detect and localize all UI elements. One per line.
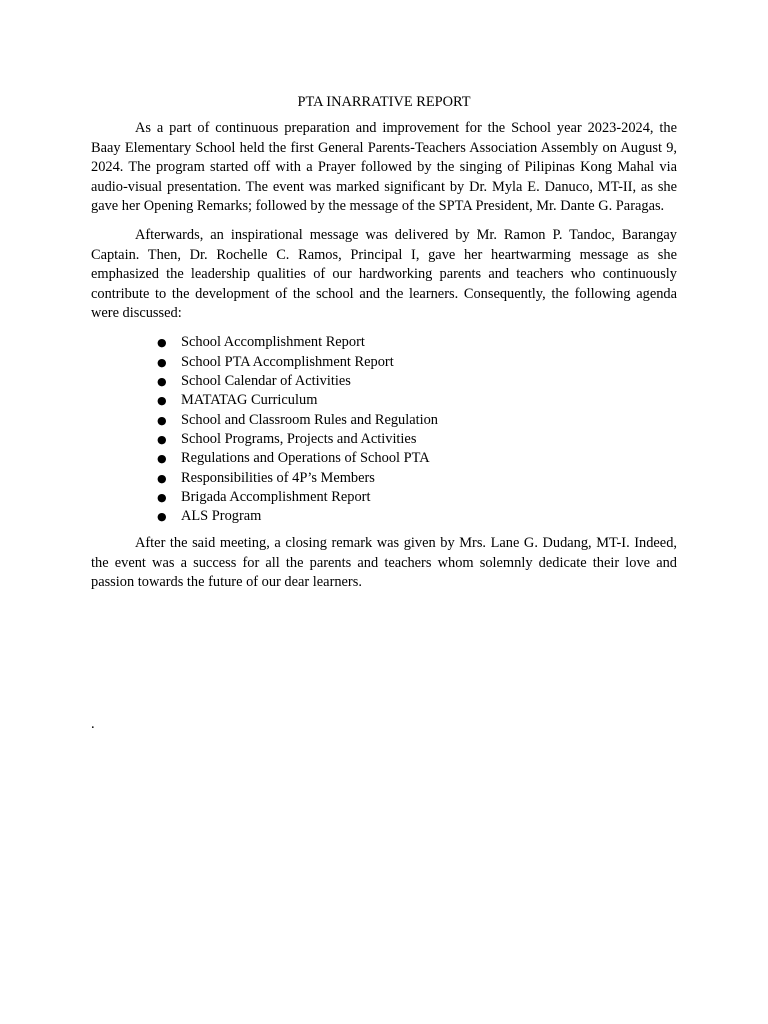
agenda-item [157, 372, 677, 391]
agenda-list [91, 333, 677, 526]
bullet-icon: ● [157, 394, 167, 408]
agenda-item [157, 488, 677, 507]
agenda-item [157, 507, 677, 526]
agenda-item-label: School Calendar of Activities [181, 373, 351, 390]
agenda-item [157, 430, 677, 449]
bullet-icon: ● [157, 413, 167, 427]
agenda-item-label: Regulations and Operations of School PTA [181, 450, 430, 467]
agenda-item [157, 333, 677, 352]
agenda-item-label: School Accomplishment Report [181, 334, 365, 351]
bullet-icon: ● [157, 336, 167, 350]
agenda-item-label: School PTA Accomplishment Report [181, 353, 394, 370]
paragraph-closing: After the said meeting, a closing remark was given by Mrs. Lane G. Dudang, MT-I. Indeed, the event was a success for all the parents and teachers whom solemnly dedicate their love and passion towards the future of our dear learners. [91, 535, 677, 591]
bullet-icon: ● [157, 375, 167, 389]
agenda-item-label: MATATAG Curriculum [181, 392, 318, 409]
bullet-icon: ● [157, 432, 167, 446]
bullet-icon: ● [157, 510, 167, 524]
report-title: PTA INARRATIVE REPORT [297, 94, 471, 110]
agenda-item-label: School Programs, Projects and Activities [181, 430, 417, 447]
agenda-item [157, 449, 677, 468]
agenda-item-label: Brigada Accomplishment Report [181, 488, 371, 505]
bullet-icon: ● [157, 471, 167, 485]
agenda-item [157, 353, 677, 372]
agenda-item [157, 411, 677, 430]
agenda-item [157, 469, 677, 488]
agenda-item-label: ALS Program [181, 508, 262, 525]
paragraph-introduction: As a part of continuous preparation and improvement for the School year 2023-2024, the Baay Elementary School held the first General Parents-Teachers Association Assembly on August 9, 2024. The program started off with a Prayer followed by the singing of Pilipinas Kong Mahal via audio-visual presentation. The event was marked significant by Dr. Myla E. Danuco, MT-II, as she gave her Opening Remarks; followed by the message of the SPTA President, Mr. Dante G. Paragas. [91, 120, 677, 215]
agenda-item-label: Responsibilities of 4P’s Members [181, 469, 375, 486]
paragraph-messages: Afterwards, an inspirational message was delivered by Mr. Ramon P. Tandoc, Barangay Captain. Then, Dr. Rochelle C. Ramos, Principal I, gave her heartwarming message as she emphasized the leadership qualities of our hardworking parents and teachers who continuously contribute to the development of the school and the learners. Consequently, the following agenda were discussed: [91, 227, 677, 322]
document-body [91, 93, 677, 603]
bullet-icon: ● [157, 355, 167, 369]
trailing-period: . [91, 716, 95, 732]
bullet-icon: ● [157, 452, 167, 466]
agenda-item-label: School and Classroom Rules and Regulation [181, 411, 439, 428]
bullet-icon: ● [157, 490, 167, 504]
agenda-item [157, 391, 677, 410]
